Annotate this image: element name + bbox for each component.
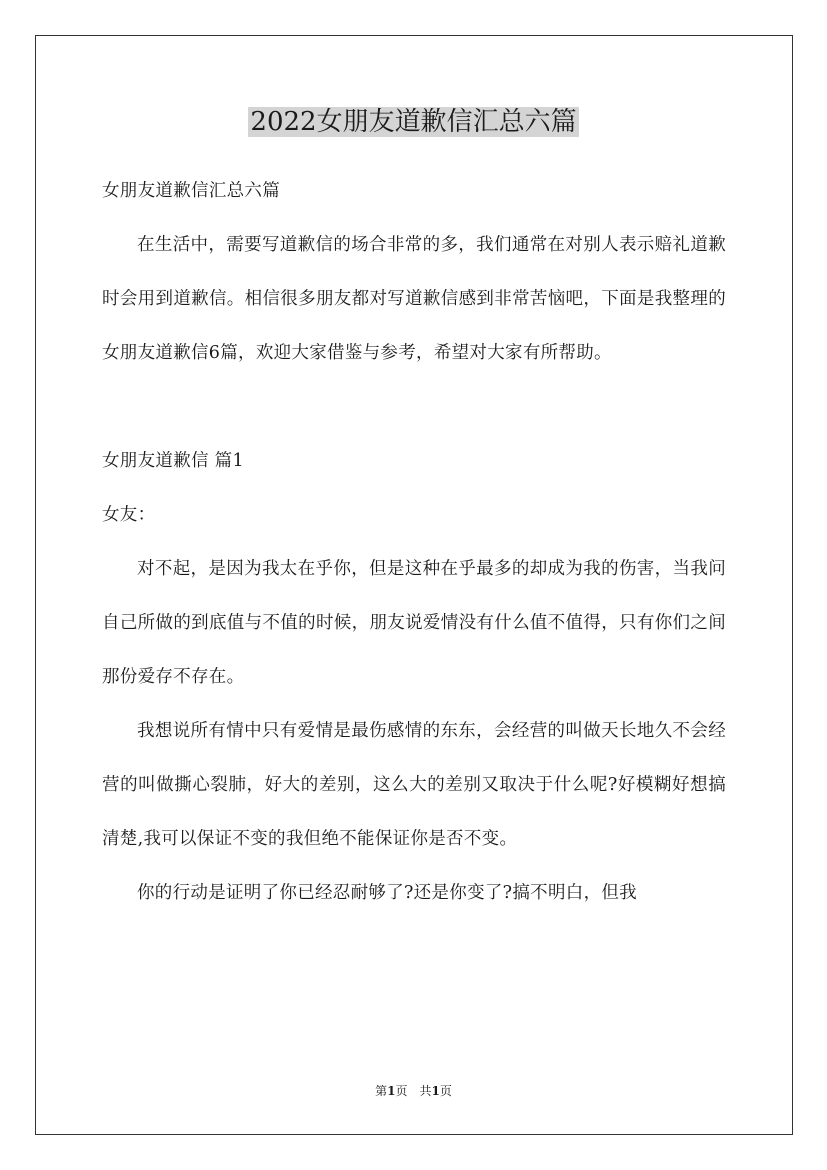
footer-page-total: 1 xyxy=(431,1084,440,1098)
paragraph: 对不起，是因为我太在乎你，但是这种在乎最多的却成为我的伤害，当我问自己所做的到底值与不值的时候，朋友说爱情没有什么值不值得，只有你们之间那份爱存不存在。 xyxy=(102,559,726,687)
paragraph: 在生活中，需要写道歉信的场合非常的多，我们通常在对别人表示赔礼道歉时会用到道歉信。相信很多朋友都对写道歉信感到非常苦恼吧，下面是我整理的女朋友道歉信6篇，欢迎大家借鉴与参考，希望对大家有所帮助。 xyxy=(102,235,726,363)
paragraph-spacer xyxy=(102,380,726,434)
document-title-text: 2022女朋友道歉信汇总六篇 xyxy=(250,107,577,137)
document-title xyxy=(0,103,827,141)
document-body xyxy=(102,164,726,920)
paragraph: 女友： xyxy=(102,505,156,525)
paragraph: 我想说所有情中只有爱情是最伤感情的东东，会经营的叫做天长地久不会经营的叫做撕心裂肺，好大的差别，这么大的差别又取决于什么呢?好模糊好想搞清楚,我可以保证不变的我但绝不能保证你是否不变。 xyxy=(102,721,726,849)
paragraph: 你的行动是证明了你已经忍耐够了?还是你变了?搞不明白，但我 xyxy=(137,883,637,903)
page-footer xyxy=(0,1083,827,1099)
footer-page-prefix: 第 xyxy=(375,1084,388,1098)
footer-page-suffix: 页 xyxy=(439,1084,452,1098)
footer-page-mid: 页 共 xyxy=(395,1084,432,1098)
paragraph: 女朋友道歉信 篇1 xyxy=(102,451,244,471)
footer-page-number: 1 xyxy=(387,1084,396,1098)
paragraph: 女朋友道歉信汇总六篇 xyxy=(102,181,280,201)
